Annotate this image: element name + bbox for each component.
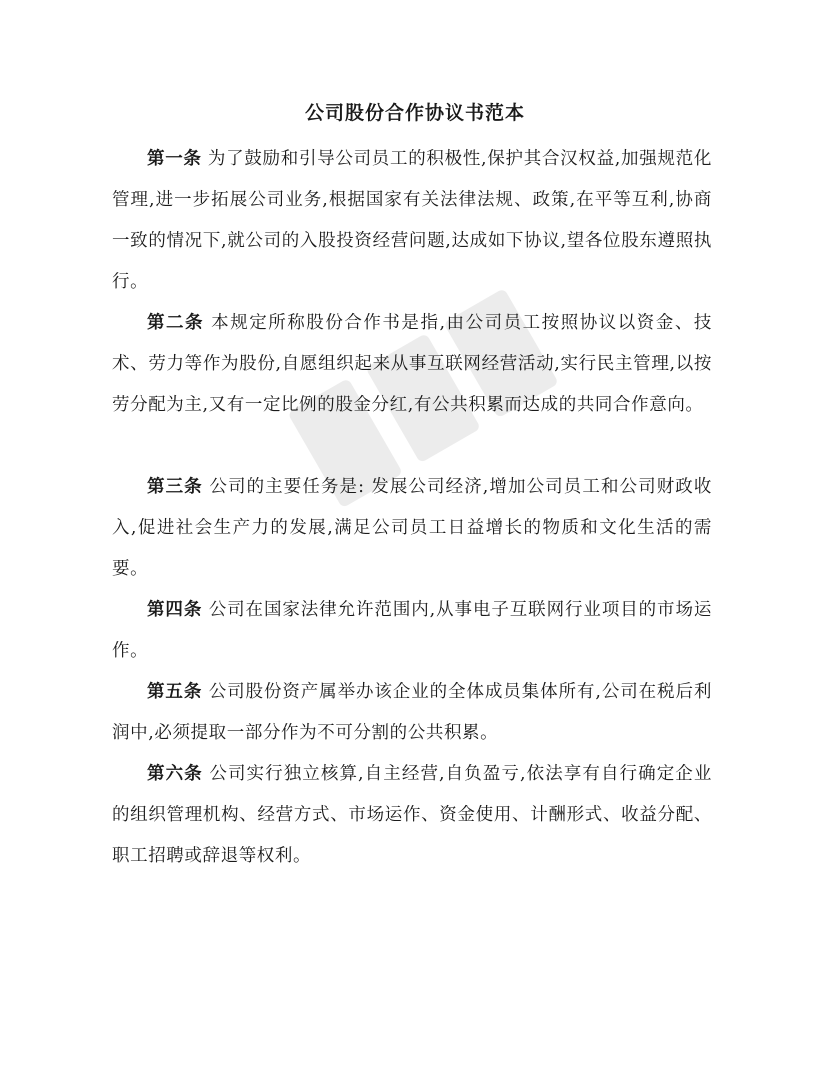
article-1 [112,139,712,303]
article-4 [112,590,712,672]
article-3-label: 第三条 [147,477,203,497]
article-5 [112,672,712,754]
article-2-text: 本规定所称股份合作书是指,由公司员工按照协议以资金、技术、劳力等作为股份,自愿组织起来从事互联网经营活动,实行民主管理,以按劳分配为主,又有一定比例的股金分红,有公共积累而达成的共同合作意向。 [112,313,712,415]
article-4-label: 第四条 [147,600,203,620]
article-2-label: 第二条 [147,313,205,333]
article-6-label: 第六条 [147,764,203,784]
article-2 [112,303,712,426]
article-1-text: 为了鼓励和引导公司员工的积极性,保护其合汉权益,加强规范化管理,进一步拓展公司业务,根据国家有关法律法规、政策,在平等互利,协商一致的情况下,就公司的入股投资经营问题,达成如下协议,望各位股东遵照执行。 [112,149,712,292]
article-6 [112,754,712,877]
article-6-text: 公司实行独立核算,自主经营,自负盈亏,依法享有自行确定企业的组织管理机构、经营方式、市场运作、资金使用、计酬形式、收益分配、职工招聘或辞退等权利。 [112,764,712,866]
article-3 [112,467,712,590]
article-1-label: 第一条 [147,149,202,169]
article-5-text: 公司股份资产属举办该企业的全体成员集体所有,公司在税后利润中,必须提取一部分作为不可分割的公共积累。 [112,682,712,743]
article-3-text: 公司的主要任务是: 发展公司经济,增加公司员工和公司财政收入,促进社会生产力的发展,满足公司员工日益增长的物质和文化生活的需要。 [112,477,712,579]
article-4-text: 公司在国家法律允许范围内,从事电子互联网行业项目的市场运作。 [112,600,712,661]
document-title: 公司股份合作协议书范本 [304,102,525,124]
article-5-label: 第五条 [147,682,203,702]
